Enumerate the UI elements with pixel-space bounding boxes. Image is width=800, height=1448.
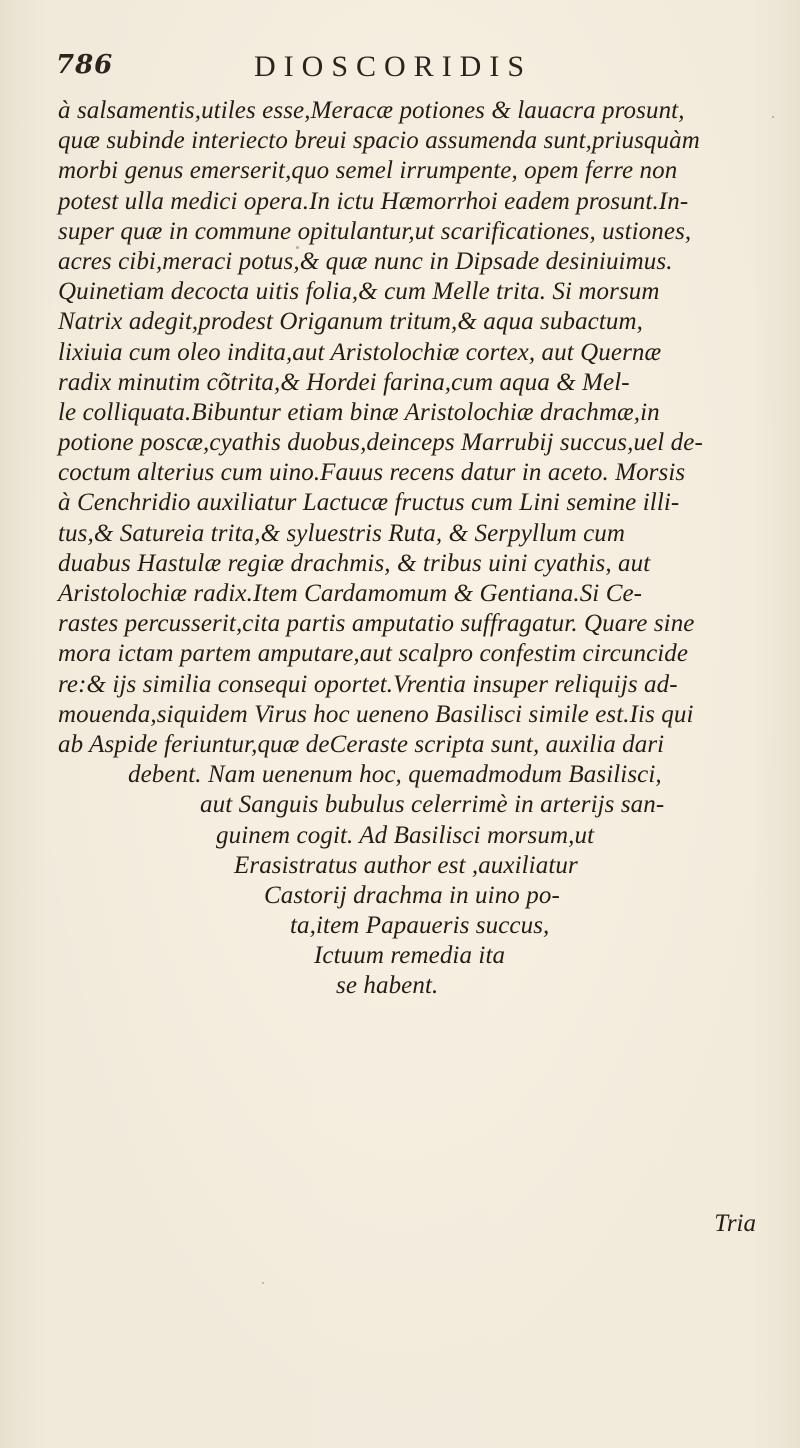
text-line: ta,item Papaueris succus,	[290, 912, 550, 940]
ink-speck	[296, 246, 299, 249]
running-title: DIOSCORIDIS	[254, 50, 533, 83]
text-line: Quinetiam decocta uitis folia,& cum Melle trita. Si morsum	[58, 278, 660, 306]
text-line: quæ subinde interiecto breui spacio assumenda sunt,priusquàm	[58, 127, 700, 155]
text-line: rastes percusserit,cita partis amputatio suffragatur. Quare sine	[58, 610, 695, 638]
text-line: super quæ in commune opitulantur,ut scarificationes, ustiones,	[58, 217, 692, 245]
text-line: à salsamentis,utiles esse,Meracæ potiones & lauacra prosunt,	[58, 97, 685, 124]
text-line: le colliquata.Bibuntur etiam binæ Aristolochiæ drachmæ,in	[58, 398, 660, 426]
page-number: 786	[56, 50, 114, 80]
text-line: debent. Nam uenenum hoc, quemadmodum Basilisci,	[128, 761, 662, 789]
text-line: mouenda,siquidem Virus hoc ueneno Basilisci simile est.Iis qui	[58, 700, 694, 728]
text-line: ab Aspide feriuntur,quæ deCeraste scripta sunt, auxilia dari	[58, 730, 665, 758]
text-line: Natrix adegit,prodest Origanum tritum,& aqua subactum,	[58, 308, 644, 336]
text-line: radix minutim cõtrita,& Hordei farina,cum aqua & Mel-	[58, 368, 630, 396]
text-line: mora ictam partem amputare,aut scalpro confestim circuncide	[58, 640, 689, 668]
body-text	[58, 96, 770, 1002]
text-line: tus,& Satureia trita,& syluestris Ruta, & Serpyllum cum	[58, 519, 626, 547]
text-line: Ictuum remedia ita	[314, 942, 506, 970]
text-line: aut Sanguis bubulus celerrimè in arterijs san-	[200, 791, 665, 819]
catchword: Tria	[714, 1210, 756, 1237]
text-line: lixiuia cum oleo indita,aut Aristolochiæ cortex, aut Quernæ	[58, 338, 662, 366]
text-line: acres cibi,meraci potus,& quæ nunc in Dipsade desiniuimus.	[58, 247, 673, 275]
text-line: coctum alterius cum uino.Fauus recens datur in aceto. Morsis	[58, 459, 686, 487]
text-line: se habent.	[336, 972, 439, 1000]
text-line: duabus Hastulæ regiæ drachmis, & tribus uini cyathis, aut	[58, 549, 651, 577]
ink-speck	[772, 116, 774, 118]
text-line: re:& ijs similia consequi oportet.Vrentia insuper reliquijs ad-	[58, 670, 678, 698]
text-line: à Cenchridio auxiliatur Lactucæ fructus cum Lini semine illi-	[58, 489, 680, 517]
text-line: guinem cogit. Ad Basilisci morsum,ut	[216, 821, 595, 849]
text-line: Castorij drachma in uino po-	[264, 881, 560, 909]
running-head	[0, 44, 800, 88]
text-line: potest ulla medici opera.In ictu Hæmorrhoi eadem prosunt.In-	[58, 187, 689, 215]
text-line: potione poscæ,cyathis duobus,deinceps Marrubij succus,uel de-	[58, 429, 703, 457]
text-line: Aristolochiæ radix.Item Cardamomum & Gentiana.Si Ce-	[58, 580, 643, 607]
text-line: morbi genus emerserit,quo semel irrumpente, opem ferre non	[58, 157, 678, 185]
text-line: Erasistratus author est ,auxiliatur	[234, 851, 578, 879]
ink-speck	[262, 1282, 264, 1284]
